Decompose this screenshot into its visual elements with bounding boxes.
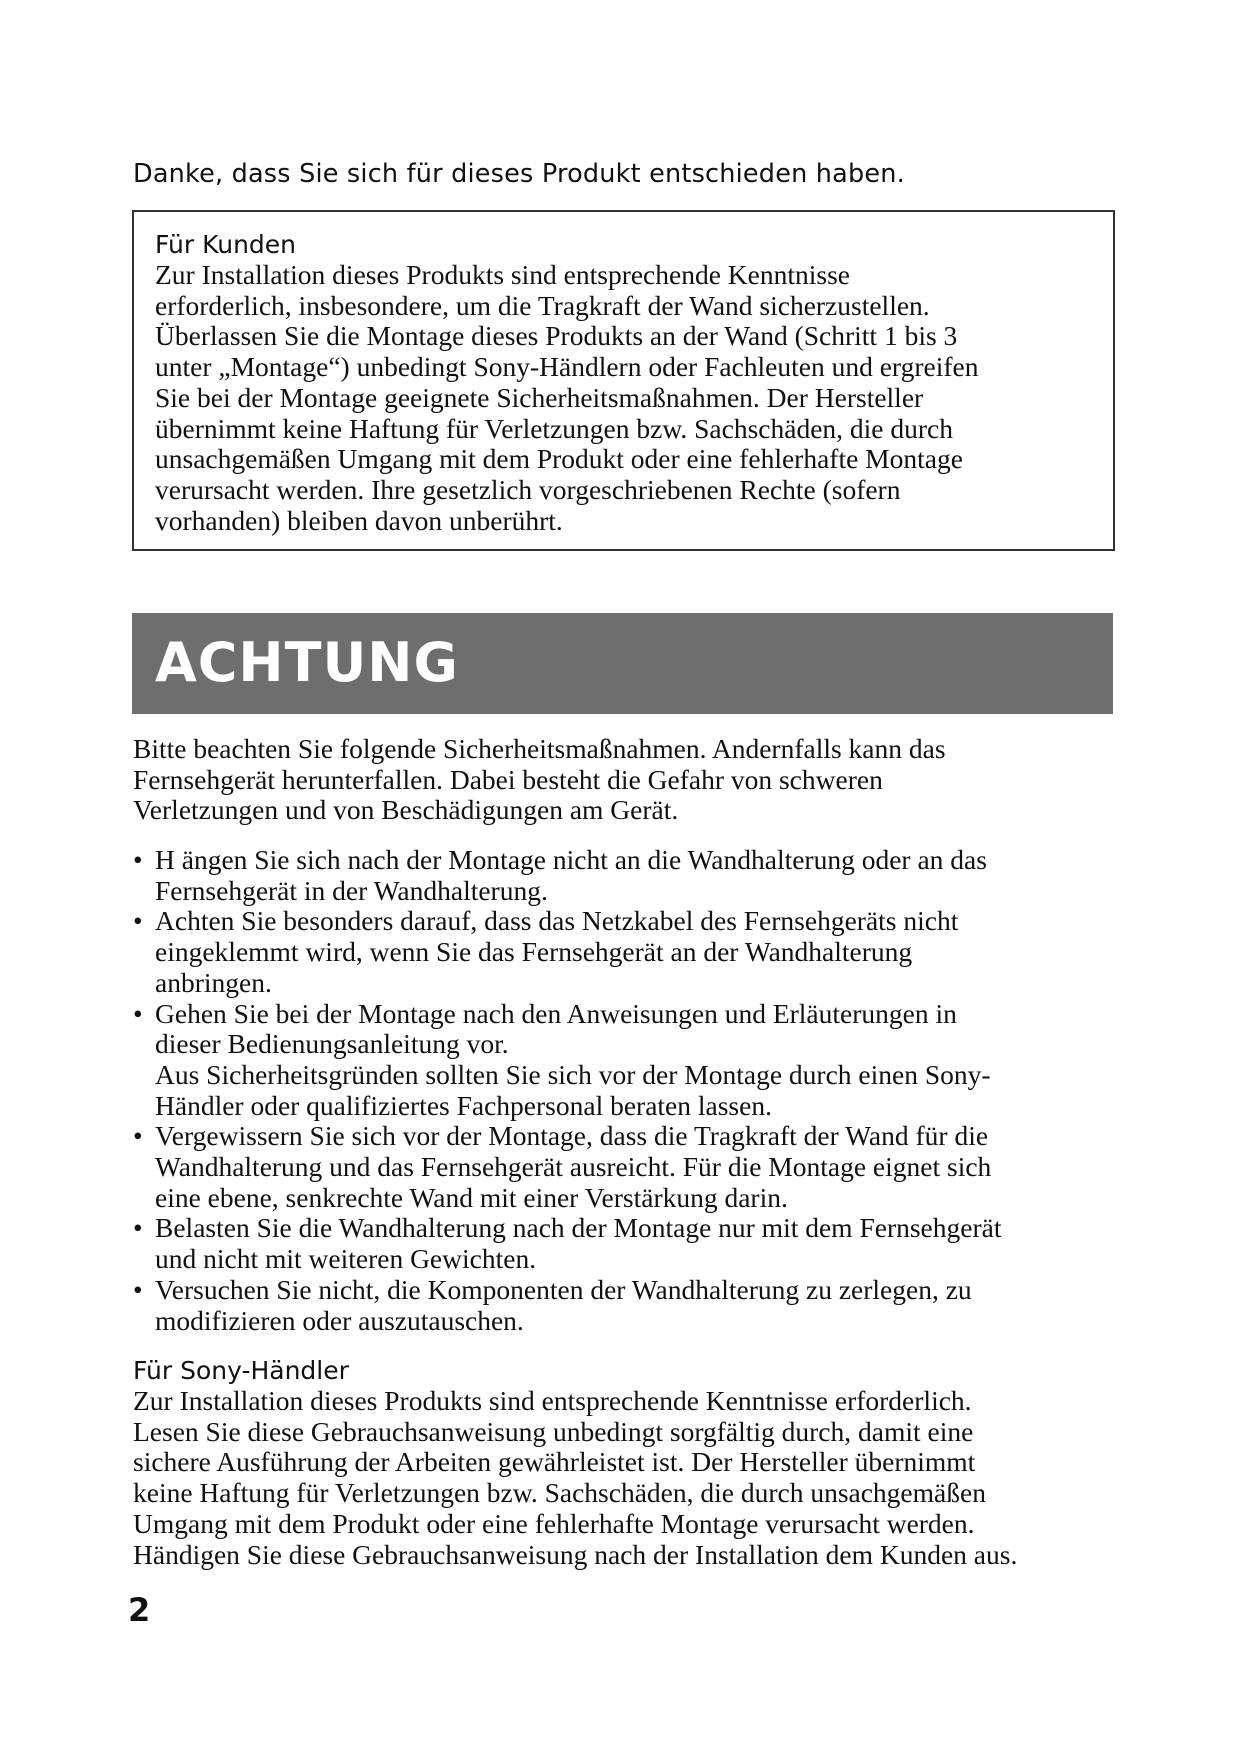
- warning-intro: [133, 734, 946, 826]
- list-item: [133, 845, 1001, 906]
- warning-intro-line: Fernsehgerät herunterfallen. Dabei besteht die Gefahr von schweren: [133, 763, 883, 795]
- bullet-icon: •: [133, 905, 143, 937]
- list-item: [133, 906, 1001, 998]
- list-item: [133, 1275, 1001, 1336]
- dealer-notice-line: keine Haftung für Verletzungen bzw. Sachschäden, die durch unsachgemäßen: [133, 1477, 986, 1509]
- warning-title: ACHTUNG: [155, 631, 459, 694]
- bullet-icon: •: [133, 1273, 143, 1305]
- list-item-line: Aus Sicherheitsgründen sollten Sie sich vor der Montage durch einen Sony-: [155, 1058, 991, 1090]
- safety-precautions-list: [133, 845, 1001, 1336]
- intro-sentence: Danke, dass Sie sich für dieses Produkt entschieden haben.: [133, 159, 905, 189]
- list-item-line: Achten Sie besonders darauf, dass das Netzkabel des Fernsehgeräts nicht: [155, 905, 959, 937]
- dealer-notice-line: sichere Ausführung der Arbeiten gewährleistet ist. Der Hersteller übernimmt: [133, 1446, 976, 1478]
- dealer-notice-line: Händigen Sie diese Gebrauchsanweisung nach der Installation dem Kunden aus.: [133, 1538, 1018, 1570]
- list-item-line: Fernsehgerät in der Wandhalterung.: [155, 874, 548, 906]
- list-item-line: Händler oder qualifiziertes Fachpersonal beraten lassen.: [155, 1089, 772, 1121]
- warning-intro-line: Bitte beachten Sie folgende Sicherheitsmaßnahmen. Andernfalls kann das: [133, 733, 946, 764]
- dealer-notice-line: Umgang mit dem Produkt oder eine fehlerhafte Montage verursacht werden.: [133, 1507, 975, 1539]
- list-item: [133, 999, 1001, 1122]
- list-item-line: anbringen.: [155, 966, 272, 998]
- customer-notice-text: [155, 260, 978, 536]
- customer-notice-line: Überlassen Sie die Montage dieses Produkts an der Wand (Schritt 1 bis 3: [155, 320, 958, 352]
- warning-intro-line: Verletzungen und von Beschädigungen am Gerät.: [133, 794, 679, 826]
- bullet-icon: •: [133, 1212, 143, 1244]
- dealer-notice-line: Lesen Sie diese Gebrauchsanweisung unbedingt sorgfältig durch, damit eine: [133, 1415, 974, 1447]
- list-item-line: modifizieren oder auszutauschen.: [155, 1304, 524, 1336]
- list-item-line: eingeklemmt wird, wenn Sie das Fernsehgerät an der Wandhalterung: [155, 936, 913, 968]
- customer-notice-box: [132, 210, 1115, 551]
- list-item-line: Versuchen Sie nicht, die Komponenten der Wandhalterung zu zerlegen, zu: [155, 1273, 972, 1305]
- customer-notice-line: Zur Installation dieses Produkts sind entsprechende Kenntnisse: [155, 259, 851, 290]
- dealer-notice-text: [133, 1386, 1017, 1570]
- customer-notice-line: vorhanden) bleiben davon unberührt.: [155, 504, 563, 536]
- customer-notice-line: unter „Montage“) unbedingt Sony-Händlern oder Fachleuten und ergreifen: [155, 351, 979, 383]
- list-item-line: Vergewissern Sie sich vor der Montage, dass die Tragkraft der Wand für die: [155, 1120, 989, 1152]
- customer-notice-line: unsachgemäßen Umgang mit dem Produkt oder eine fehlerhafte Montage: [155, 443, 963, 475]
- warning-banner: [132, 613, 1113, 714]
- customer-notice-heading: Für Kunden: [155, 230, 297, 259]
- page-number: 2: [128, 1591, 151, 1629]
- dealer-notice-line: Zur Installation dieses Produkts sind entsprechende Kenntnisse erforderlich.: [133, 1385, 972, 1416]
- customer-notice-line: verursacht werden. Ihre gesetzlich vorgeschriebenen Rechte (sofern: [155, 473, 901, 505]
- bullet-icon: •: [133, 997, 143, 1029]
- list-item-line: eine ebene, senkrechte Wand mit einer Verstärkung darin.: [155, 1181, 788, 1213]
- customer-notice-line: Sie bei der Montage geeignete Sicherheitsmaßnahmen. Der Hersteller: [155, 381, 924, 413]
- customer-notice-line: übernimmt keine Haftung für Verletzungen bzw. Sachschäden, die durch: [155, 412, 953, 444]
- list-item-line: Gehen Sie bei der Montage nach den Anweisungen und Erläuterungen in: [155, 997, 957, 1029]
- list-item: [133, 1121, 1001, 1213]
- bullet-icon: •: [133, 844, 143, 875]
- list-item-line: Belasten Sie die Wandhalterung nach der Montage nur mit dem Fernsehgerät: [155, 1212, 1002, 1244]
- customer-notice-line: erforderlich, insbesondere, um die Tragkraft der Wand sicherzustellen.: [155, 289, 930, 321]
- list-item-line: Wandhalterung und das Fernsehgerät ausreicht. Für die Montage eignet sich: [155, 1151, 992, 1183]
- list-item-line: dieser Bedienungsanleitung vor.: [155, 1028, 509, 1060]
- list-item: [133, 1213, 1001, 1274]
- bullet-icon: •: [133, 1120, 143, 1152]
- list-item-line: H ängen Sie sich nach der Montage nicht an die Wandhalterung oder an das: [155, 844, 987, 875]
- dealer-notice-heading: Für Sony-Händler: [133, 1356, 349, 1385]
- list-item-line: und nicht mit weiteren Gewichten.: [155, 1243, 537, 1275]
